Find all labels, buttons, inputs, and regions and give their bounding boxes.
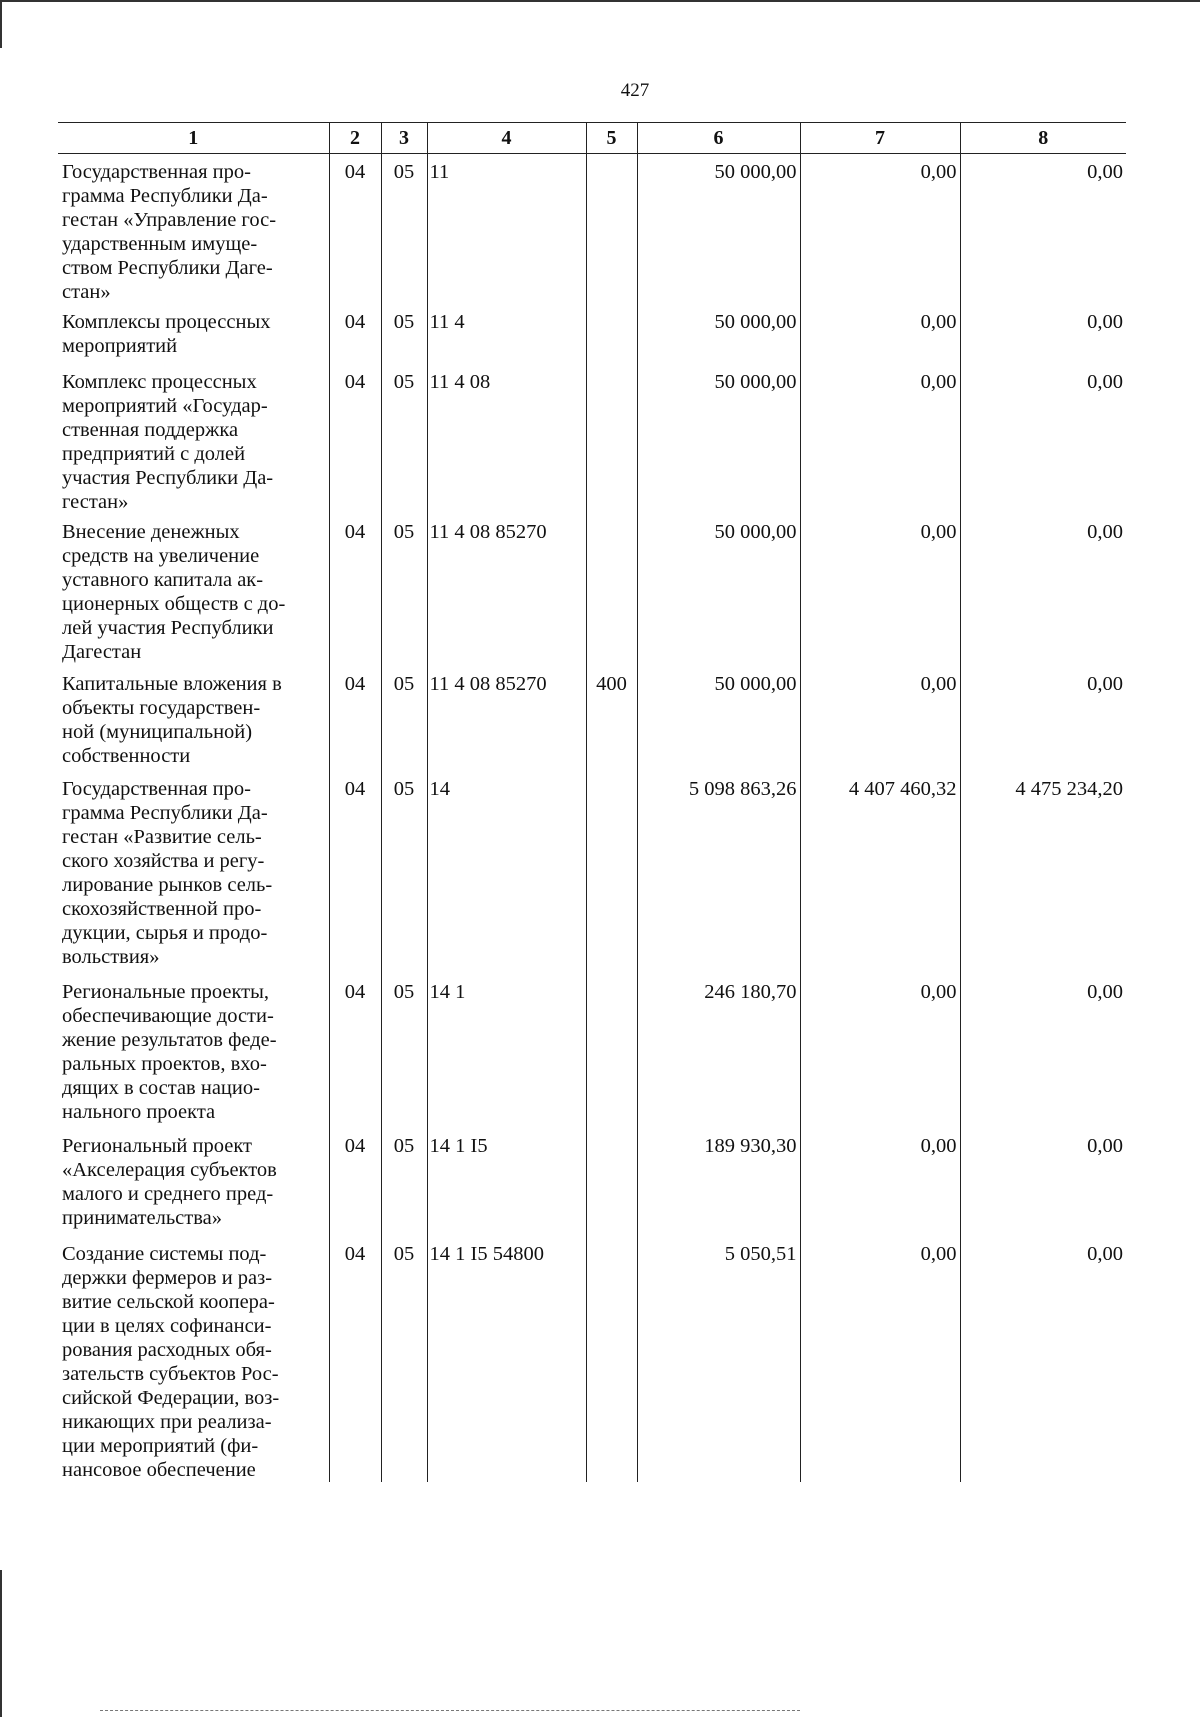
- amount-col-6-cell: [637, 514, 800, 666]
- table-row: [58, 304, 1126, 364]
- amount-col-7-text: 4 407 460,32: [848, 778, 957, 800]
- section-code-text: 04: [344, 778, 366, 800]
- header-col-8: 8: [960, 123, 1126, 154]
- section-code-cell: [329, 514, 381, 666]
- amount-col-8-cell: [960, 666, 1126, 771]
- expense-type-cell: [586, 771, 637, 974]
- row-name-text: Комплексы процессных мероприятий: [62, 311, 271, 357]
- subsection-code-text: 05: [393, 161, 415, 183]
- amount-col-6-text: 5 050,51: [724, 1243, 797, 1265]
- section-code-cell: [329, 1236, 381, 1482]
- target-article-cell: [427, 514, 586, 666]
- table-row: [58, 514, 1126, 666]
- subsection-code-cell: [381, 364, 427, 514]
- amount-col-8-cell: [960, 154, 1126, 305]
- header-row: [58, 123, 1126, 154]
- page-number: 427: [620, 80, 650, 101]
- header-col-2: 2: [329, 123, 381, 154]
- expense-type-text: 400: [596, 673, 627, 695]
- subsection-code-cell: [381, 1236, 427, 1482]
- amount-col-6-text: 5 098 863,26: [688, 778, 797, 800]
- amount-col-6-cell: [637, 364, 800, 514]
- amount-col-7-cell: [800, 514, 960, 666]
- row-name-cell: [58, 304, 329, 364]
- scan-edge-left-bottom: [0, 1570, 2, 1717]
- section-code-cell: [329, 974, 381, 1128]
- table-row: [58, 154, 1126, 305]
- amount-col-8-cell: [960, 304, 1126, 364]
- expense-type-cell: [586, 364, 637, 514]
- section-code-text: 04: [344, 311, 366, 333]
- target-article-cell: [427, 771, 586, 974]
- expense-type-cell: [586, 1236, 637, 1482]
- header-col-6: 6: [637, 123, 800, 154]
- table-body: [58, 154, 1126, 1483]
- amount-col-6-text: 50 000,00: [714, 673, 797, 695]
- subsection-code-cell: [381, 666, 427, 771]
- amount-col-8-cell: [960, 364, 1126, 514]
- amount-col-7-cell: [800, 304, 960, 364]
- amount-col-7-cell: [800, 1128, 960, 1236]
- amount-col-8-cell: [960, 1128, 1126, 1236]
- amount-col-8-text: 0,00: [1087, 981, 1123, 1003]
- amount-col-6-cell: [637, 666, 800, 771]
- section-code-cell: [329, 666, 381, 771]
- amount-col-8-cell: [960, 771, 1126, 974]
- target-article-text: 11 4: [429, 311, 465, 333]
- row-name-cell: [58, 974, 329, 1128]
- target-article-cell: [427, 304, 586, 364]
- amount-col-7-text: 0,00: [920, 371, 957, 393]
- section-code-cell: [329, 304, 381, 364]
- amount-col-8-cell: [960, 974, 1126, 1128]
- row-name-cell: [58, 666, 329, 771]
- amount-col-8-text: 0,00: [1087, 1243, 1123, 1265]
- header-col-3: 3: [381, 123, 427, 154]
- target-article-text: 14 1 I5: [429, 1135, 488, 1157]
- budget-table: [58, 122, 1126, 1482]
- amount-col-6-cell: [637, 771, 800, 974]
- target-article-text: 14 1 I5 54800: [429, 1243, 544, 1265]
- target-article-cell: [427, 1128, 586, 1236]
- table-row: [58, 974, 1126, 1128]
- subsection-code-cell: [381, 1128, 427, 1236]
- target-article-cell: [427, 364, 586, 514]
- amount-col-8-text: 4 475 234,20: [1015, 778, 1123, 800]
- section-code-text: 04: [344, 161, 366, 183]
- subsection-code-text: 05: [393, 778, 415, 800]
- amount-col-7-cell: [800, 364, 960, 514]
- row-name-text: Создание системы под- держки фермеров и раз- витие сельской коопера- ции в целях софинанси- рования расходных обя- зательств субъектов Рос- сийской Федерации, воз- никающих при реализа- ции мероприятий (фи- нансовое обеспечение: [62, 1243, 280, 1481]
- row-name-text: Региональный проект «Акселерация субъектов малого и среднего пред- принимательства»: [62, 1135, 277, 1229]
- amount-col-8-text: 0,00: [1087, 311, 1123, 333]
- target-article-cell: [427, 154, 586, 305]
- scan-edge-left: [0, 0, 2, 48]
- target-article-cell: [427, 666, 586, 771]
- table-row: [58, 364, 1126, 514]
- table-row: [58, 1128, 1126, 1236]
- amount-col-6-text: 50 000,00: [714, 161, 797, 183]
- table-row: [58, 666, 1126, 771]
- amount-col-7-text: 0,00: [920, 673, 957, 695]
- subsection-code-cell: [381, 974, 427, 1128]
- row-name-cell: [58, 1128, 329, 1236]
- scan-edge-bottom: [100, 1710, 800, 1712]
- amount-col-6-text: 189 930,30: [704, 1135, 797, 1157]
- header-col-5: 5: [586, 123, 637, 154]
- row-name-text: Государственная про- грамма Республики Да- гестан «Развитие сель- ского хозяйства и регу- лирование рынков сель- скохозяйственной про- дукции, сырья и продо- вольствия»: [62, 778, 273, 968]
- amount-col-8-text: 0,00: [1087, 371, 1123, 393]
- table-header: [58, 123, 1126, 154]
- target-article-cell: [427, 1236, 586, 1482]
- amount-col-6-text: 50 000,00: [714, 371, 797, 393]
- row-name-text: Комплекс процессных мероприятий «Государ- ственная поддержка предприятий с долей участия Республики Да- гестан»: [62, 371, 274, 513]
- amount-col-7-cell: [800, 1236, 960, 1482]
- amount-col-7-text: 0,00: [920, 1243, 957, 1265]
- section-code-text: 04: [344, 981, 366, 1003]
- subsection-code-text: 05: [393, 1135, 415, 1157]
- amount-col-8-text: 0,00: [1087, 521, 1123, 543]
- amount-col-6-cell: [637, 304, 800, 364]
- subsection-code-text: 05: [393, 981, 415, 1003]
- amount-col-7-text: 0,00: [920, 1135, 957, 1157]
- amount-col-6-cell: [637, 1128, 800, 1236]
- section-code-cell: [329, 771, 381, 974]
- header-col-7: 7: [800, 123, 960, 154]
- row-name-text: Региональные проекты, обеспечивающие дости- жение результатов феде- ральных проектов, вхо- дящих в состав нацио- нального проекта: [62, 981, 277, 1123]
- row-name-cell: [58, 364, 329, 514]
- header-col-4: 4: [427, 123, 586, 154]
- target-article-cell: [427, 974, 586, 1128]
- amount-col-7-text: 0,00: [920, 981, 957, 1003]
- subsection-code-text: 05: [393, 311, 415, 333]
- section-code-text: 04: [344, 673, 366, 695]
- expense-type-cell: [586, 304, 637, 364]
- target-article-text: 14: [429, 778, 450, 800]
- amount-col-7-text: 0,00: [920, 521, 957, 543]
- amount-col-8-cell: [960, 1236, 1126, 1482]
- expense-type-cell: [586, 514, 637, 666]
- subsection-code-cell: [381, 514, 427, 666]
- section-code-cell: [329, 1128, 381, 1236]
- row-name-cell: [58, 1236, 329, 1482]
- scan-edge-top: [0, 0, 1200, 2]
- expense-type-cell: [586, 666, 637, 771]
- amount-col-6-cell: [637, 154, 800, 305]
- section-code-text: 04: [344, 1135, 366, 1157]
- section-code-cell: [329, 154, 381, 305]
- expense-type-cell: [586, 1128, 637, 1236]
- amount-col-8-cell: [960, 514, 1126, 666]
- target-article-text: 11 4 08: [429, 371, 491, 393]
- expense-type-cell: [586, 974, 637, 1128]
- amount-col-7-cell: [800, 974, 960, 1128]
- row-name-text: Капитальные вложения в объекты государствен- ной (муниципальной) собственности: [62, 673, 282, 767]
- header-col-1: 1: [58, 123, 329, 154]
- subsection-code-text: 05: [393, 1243, 415, 1265]
- section-code-text: 04: [344, 1243, 366, 1265]
- section-code-cell: [329, 364, 381, 514]
- row-name-text: Государственная про- грамма Республики Да- гестан «Управление гос- ударственным имуще- ством Республики Даге- стан»: [62, 161, 277, 303]
- amount-col-6-text: 246 180,70: [704, 981, 797, 1003]
- row-name-cell: [58, 771, 329, 974]
- amount-col-7-text: 0,00: [920, 161, 957, 183]
- expense-type-cell: [586, 154, 637, 305]
- target-article-text: 11 4 08 85270: [429, 521, 547, 543]
- subsection-code-text: 05: [393, 673, 415, 695]
- target-article-text: 11: [429, 161, 450, 183]
- table-row: [58, 1236, 1126, 1482]
- amount-col-6-text: 50 000,00: [714, 311, 797, 333]
- row-name-text: Внесение денежных средств на увеличение уставного капитала ак- ционерных обществ с до- лей участия Республики Дагестан: [62, 521, 286, 663]
- amount-col-6-cell: [637, 1236, 800, 1482]
- row-name-cell: [58, 514, 329, 666]
- amount-col-8-text: 0,00: [1087, 673, 1123, 695]
- amount-col-7-cell: [800, 771, 960, 974]
- section-code-text: 04: [344, 371, 366, 393]
- subsection-code-text: 05: [393, 371, 415, 393]
- subsection-code-cell: [381, 154, 427, 305]
- amount-col-8-text: 0,00: [1087, 1135, 1123, 1157]
- table-row: [58, 771, 1126, 974]
- target-article-text: 11 4 08 85270: [429, 673, 547, 695]
- subsection-code-cell: [381, 771, 427, 974]
- amount-col-6-cell: [637, 974, 800, 1128]
- amount-col-7-text: 0,00: [920, 311, 957, 333]
- amount-col-7-cell: [800, 154, 960, 305]
- subsection-code-text: 05: [393, 521, 415, 543]
- subsection-code-cell: [381, 304, 427, 364]
- row-name-cell: [58, 154, 329, 305]
- section-code-text: 04: [344, 521, 366, 543]
- amount-col-8-text: 0,00: [1087, 161, 1123, 183]
- target-article-text: 14 1: [429, 981, 466, 1003]
- amount-col-7-cell: [800, 666, 960, 771]
- amount-col-6-text: 50 000,00: [714, 521, 797, 543]
